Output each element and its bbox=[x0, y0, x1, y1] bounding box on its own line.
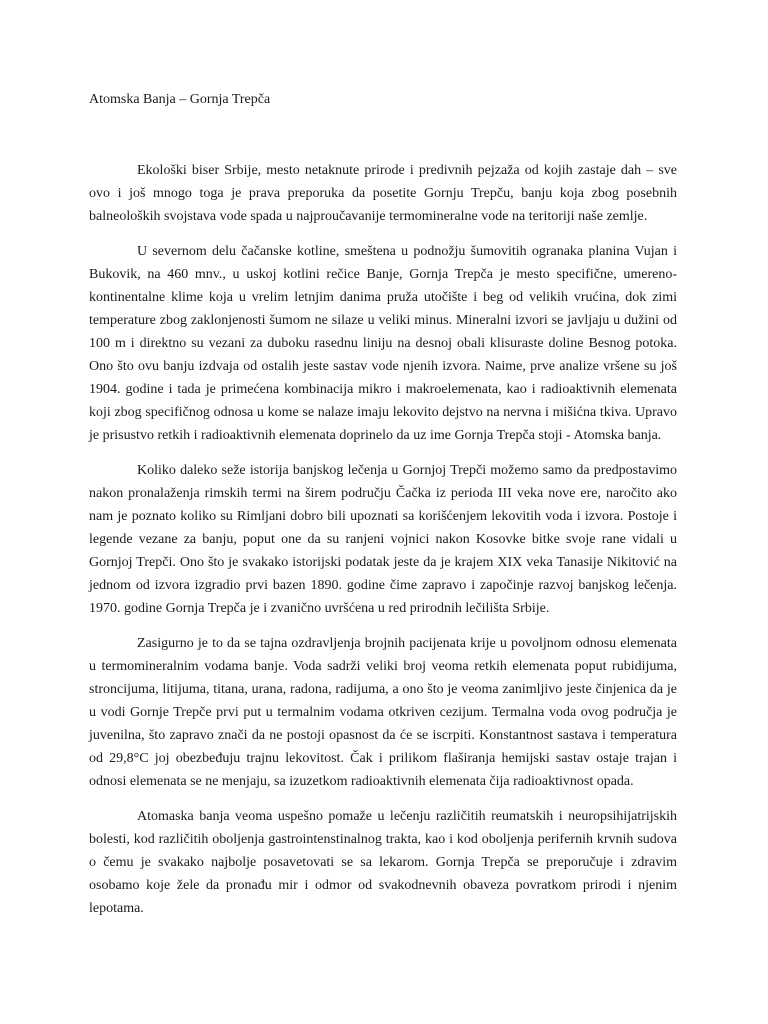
document-body bbox=[89, 159, 677, 920]
document-title: Atomska Banja – Gornja Trepča bbox=[89, 92, 271, 107]
paragraph-location: U severnom delu čačanske kotline, smeštena u podnožju šumovitih ogranaka planina Vujan i Bukovik, na 460 mnv., u uskoj kotlini rečice Banje, Gornja Trepča je mesto specifične, umereno-kontinentalne klime koja u vrelim letnjim danima pruža utočište i beg od velikih vrućina, dok zimi temperature zbog zaklonjenosti šumom ne silaze u veliki minus. Mineralni izvori se javljaju u dužini od 100 m i direktno su vezani za duboku rasednu liniju na desnoj obali klisuraste doline Besnog potoka. Ono što ovu banju izdvaja od ostalih jeste sastav vode njenih izvora. Naime, prve analize vršene su još 1904. godine i tada je primećena kombinacija mikro i makroelemenata, kao i radioaktivnih elemenata koji zbog specifičnog odnosa u kome se nalaze imaju lekovito dejstvo na nervna i mišićna tkiva. Upravo je prisustvo retkih i radioaktivnih elemenata doprinelo da uz ime Gornja Trepča stoji - Atomska banja. bbox=[89, 244, 677, 443]
paragraph-intro: Ekološki biser Srbije, mesto netaknute prirode i predivnih pejzaža od kojih zastaje dah – sve ovo i još mnogo toga je prava preporuka da posetite Gornju Trepču, banju koja zbog posebnih balneoloških svojstava vode spada u najproučavanije termomineralne vode na teritoriji naše zemlje. bbox=[89, 163, 677, 224]
paragraph-composition: Zasigurno je to da se tajna ozdravljenja brojnih pacijenata krije u povoljnom odnosu elemenata u termomineralnim vodama banje. Voda sadrži veliki broj veoma retkih elemenata poput rubidijuma, stroncijuma, litijuma, titana, urana, radona, radijuma, a ono što je veoma zanimljivo jeste činjenica da je u vodi Gornje Trepče prvi put u termalnim vodama otkriven cezijum. Termalna voda ovog područja je juvenilna, što zapravo znači da ne postoji opasnost da će se iscrpiti. Konstantnost sastava i temperatura od 29,8°C joj obezbeđuju trajnu lekovitost. Čak i prilikom flaširanja hemijski sastav ostaje trajan i odnosi elemenata se ne menjaju, sa izuzetkom radioaktivnih elemenata čija radioaktivnost opada. bbox=[89, 636, 677, 789]
document-page bbox=[89, 88, 677, 932]
paragraph-treatment: Atomaska banja veoma uspešno pomaže u lečenju različitih reumatskih i neuropsihijatrijskih bolesti, kod različitih oboljenja gastrointenstinalnog trakta, kao i kod oboljenja perifernih krvnih sudova o čemu je svakako najbolje posavetovati se sa lekarom. Gornja Trepča se preporučuje i zdravim osobamo koje žele da pronađu mir i odmor od svakodnevnih obaveza povratkom prirodi i njenim lepotama. bbox=[89, 809, 677, 916]
paragraph-history: Koliko daleko seže istorija banjskog lečenja u Gornjoj Trepči možemo samo da predpostavimo nakon pronalaženja rimskih termi na širem području Čačka iz perioda III veka nove ere, naročito ako nam je poznato koliko su Rimljani dobro bili upoznati sa korišćenjem lekovitih voda i izvora. Postoje i legende vezane za banju, poput one da su ranjeni vojnici nakon Kosovke bitke svoje rane vidali u Gornjoj Trepči. Ono što je svakako istorijski podatak jeste da je krajem XIX veka Tanasije Nikitović na jednom od izvora izgradio prvi bazen 1890. godine čime zapravo i započinje razvoj banjskog lečenja. 1970. godine Gornja Trepča je i zvanično uvršćena u red prirodnih lečilišta Srbije. bbox=[89, 463, 677, 616]
